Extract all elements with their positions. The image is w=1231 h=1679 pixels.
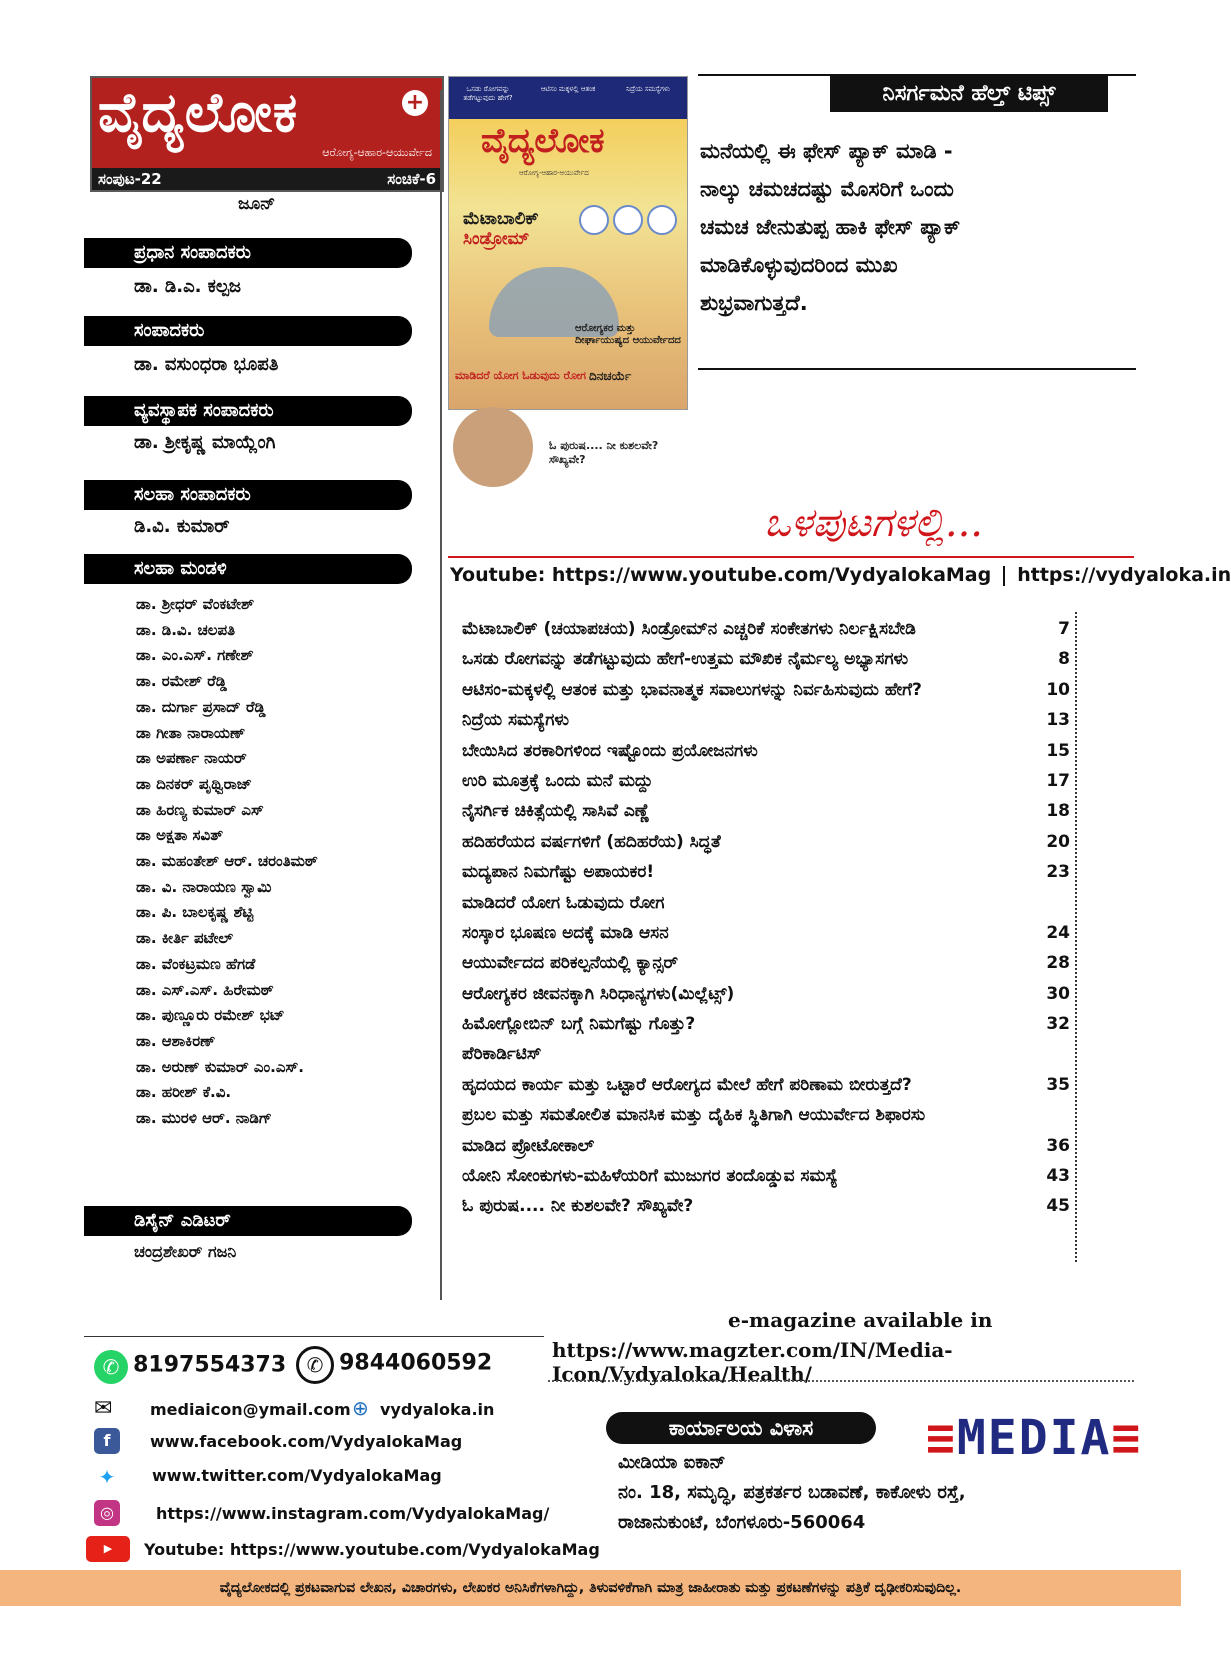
toc-title: ಪೆರಿಕಾರ್ಡಿಟಿಸ್ <box>462 1044 542 1065</box>
instagram-icon: ◎ <box>94 1500 120 1526</box>
board-member: ಡಾ. ದುರ್ಗಾ ಪ್ರಸಾದ್ ರೆಡ್ಡಿ <box>136 697 266 716</box>
cover-yoga-text: ಮಾಡಿದರೆ ಯೋಗ ಓಡುವುದು ರೋಗ <box>455 369 586 382</box>
toc-title: ಸಂಸ್ಕಾರ ಭೂಷಣ ಅದಕ್ಕೆ ಮಾಡಿ ಆಸನ <box>462 922 669 943</box>
advisory-board-header: ಸಲಹಾ ಮಂಡಳಿ <box>84 554 412 584</box>
cover-title: ವೈದ್ಯಲೋಕ <box>481 121 605 161</box>
toc-row[interactable] <box>462 979 1070 1009</box>
toc-row[interactable] <box>462 1039 1070 1069</box>
cover-ayurveda-text: ಆರೋಗ್ಯಕರ ಮತ್ತು ದೀರ್ಘಾಯುಷ್ಯದ ಆಯುರ್ವೇದದ <box>575 323 681 346</box>
board-member: ಡಾ. ಆಶಾಕಿರಣ್ <box>136 1031 216 1050</box>
toc-row[interactable] <box>462 827 1070 857</box>
cover-thumbnail[interactable] <box>448 76 688 466</box>
toc-page: 32 <box>1046 1014 1070 1035</box>
phone-number: 9844060592 <box>339 1350 493 1376</box>
volume-number: ಸಂಪುಟ-22 <box>98 170 162 188</box>
toc-row[interactable] <box>462 1131 1070 1161</box>
board-member: ಡಾ. ವಿ. ನಾರಾಯಣ ಸ್ವಾಮಿ <box>136 877 272 896</box>
toc-row[interactable] <box>462 736 1070 766</box>
toc-row[interactable] <box>462 766 1070 796</box>
toc-page: 30 <box>1046 983 1070 1004</box>
contact-top-rule <box>84 1336 544 1337</box>
toc-row[interactable] <box>462 644 1070 674</box>
facebook-icon: f <box>94 1428 120 1454</box>
toc-title: ಉರಿ ಮೂತ್ರಕ್ಕೆ ಒಂದು ಮನೆ ಮದ್ದು <box>462 770 653 791</box>
whatsapp-contact[interactable] <box>94 1350 286 1384</box>
board-member: ಡಾ ಅಕ್ಷತಾ ಸವಿತ್ <box>136 826 224 845</box>
advisory-editor-header: ಸಲಹಾ ಸಂಪಾದಕರು <box>84 480 412 510</box>
emagazine-link[interactable]: https://www.magzter.com/IN/Media-Icon/Vydyaloka/Health/ <box>552 1338 953 1386</box>
board-member: ಡಾ ಗೀತಾ ನಾರಾಯಣ್ <box>136 723 246 742</box>
circle-icon <box>579 205 609 235</box>
toc-title: ನಿದ್ರೆಯ ಸಮಸ್ಯೆಗಳು <box>462 710 570 731</box>
board-member: ಡಾ. ಅರುಣ್ ಕುಮಾರ್ ಎಂ.ಎಸ್. <box>136 1057 304 1076</box>
advisory-board-list <box>136 592 318 1132</box>
toc-page: 20 <box>1046 831 1070 852</box>
whatsapp-icon: ✆ <box>94 1350 128 1384</box>
circle-icon <box>647 205 677 235</box>
disclaimer-band: ವೈದ್ಯಲೋಕದಲ್ಲಿ ಪ್ರಕಟವಾಗುವ ಲೇಖನ, ವಿಚಾರಗಳು, ಲೇಖಕರ ಅನಿಸಿಕೆಗಳಾಗಿದ್ದು, ತಿಳುವಳಿಕೆಗಾಗಿ ಮಾತ್ರ ಜಾಹೀರಾತು ಮತ್ತು ಪ್ರಕಟಣೆಗಳನ್ನು ಪತ್ರಿಕೆ ದೃಢೀಕರಿಸುವುದಿಲ್ಲ. <box>0 1570 1181 1606</box>
tips-bottom-rule <box>698 368 1136 370</box>
toc-row[interactable] <box>462 796 1070 826</box>
toc-title: ಹಿಮೋಗ್ಲೋಬಿನ್ ಬಗ್ಗೆ ನಿಮಗೆಷ್ಟು ಗೊತ್ತು? <box>462 1014 696 1035</box>
toc-title: ಹೃದಯದ ಕಾರ್ಯ ಮತ್ತು ಒಟ್ಟಾರೆ ಆರೋಗ್ಯದ ಮೇಲೆ ಹೇಗೆ ಪರಿಣಾಮ ಬೀರುತ್ತದೆ? <box>462 1074 912 1095</box>
cover-headline-line1: ಮೆಟಾಬಾಲಿಕ್ <box>463 209 539 229</box>
toc-row[interactable] <box>462 614 1070 644</box>
contents-links <box>450 564 1231 586</box>
board-member: ಡಾ. ಶ್ರೀಧರ್ ವೆಂಕಟೇಶ್ <box>136 595 255 613</box>
cover-headline-line2: ಸಿಂಡ್ರೋಮ್ <box>463 229 530 249</box>
toc-title: ಮದ್ಯಪಾನ ನಿಮಗೆಷ್ಟು ಅಪಾಯಕರ! <box>462 862 655 883</box>
media-logo-text: MEDIA <box>956 1410 1112 1466</box>
board-member: ಡಾ. ಮುರಳಿ ಆರ್. ನಾಡಿಗ್ <box>136 1109 272 1128</box>
emagazine-divider <box>548 1380 1134 1382</box>
twitter-icon: ✦ <box>94 1464 120 1490</box>
board-member: ಡಾ. ಡಿ.ವಿ. ಚಲಪತಿ <box>136 620 236 639</box>
globe-icon: ⊕ <box>352 1396 369 1420</box>
logo-stripe-icon: ≡ <box>926 1410 957 1466</box>
facebook-link[interactable]: www.facebook.com/VydyalokaMag <box>150 1432 463 1451</box>
toc-page: 18 <box>1046 801 1070 822</box>
youtube-icon: ▶ <box>86 1536 130 1562</box>
logo-stripe-icon: ≡ <box>1111 1410 1143 1466</box>
office-address-line1: ನಂ. 18, ಸಮೃದ್ಧಿ, ಪತ್ರಕರ್ತರ ಬಡಾವಣೆ, ಕಾಕೋಳು ರಸ್ತೆ, <box>618 1482 966 1503</box>
board-member: ಡಾ. ಪಿ. ಬಾಲಕೃಷ್ಣ ಶೆಟ್ಟಿ <box>136 903 254 922</box>
chief-editors-header: ಪ್ರಧಾನ ಸಂಪಾದಕರು <box>84 238 412 268</box>
link-separator <box>1003 566 1005 586</box>
toc-title: ಮಾಡಿದ ಪ್ರೋಟೋಕಾಲ್ <box>462 1135 595 1156</box>
board-member: ಡಾ. ಕೀರ್ತಿ ಪಟೇಲ್ <box>136 929 233 948</box>
editor-name: ಡಾ. ವಸುಂಧರಾ ಭೂಪತಿ <box>134 354 279 375</box>
board-member: ಡಾ. ಎಂ.ಎಸ್. ಗಣೇಶ್ <box>136 646 254 665</box>
email-link[interactable]: mediaicon@ymail.com <box>150 1400 351 1419</box>
design-editor-header: ಡಿಸೈನ್ ಎಡಿಟರ್ <box>84 1206 412 1236</box>
toc-row[interactable] <box>462 705 1070 735</box>
whatsapp-number: 8197554373 <box>133 1352 287 1378</box>
tip-line: ಮನೆಯಲ್ಲಿ ಈ ಫೇಸ್ ಪ್ಯಾಕ್ ಮಾಡಿ - <box>700 139 953 163</box>
toc-page: 10 <box>1046 679 1070 700</box>
toc-title: ಆಟಿಸಂ-ಮಕ್ಕಳಲ್ಲಿ ಆತಂಕ ಮತ್ತು ಭಾವನಾತ್ಮಕ ಸವಾಲುಗಳನ್ನು ನಿರ್ವಹಿಸುವುದು ಹೇಗೆ? <box>462 679 922 700</box>
magazine-tagline: ಆರೋಗ್ಯ-ಆಹಾರ-ಆಯುರ್ವೇದ <box>322 146 432 159</box>
cover-top-item: ಒಸಡು ರೋಗವನ್ನು ತಡೆಗಟ್ಟುವುದು ಹೇಗೆ? <box>463 85 513 102</box>
toc-page: 15 <box>1046 740 1070 761</box>
managing-editors-header: ವ್ಯವಸ್ಥಾಪಕ ಸಂಪಾದಕರು <box>84 396 412 426</box>
toc-page: 8 <box>1058 649 1070 670</box>
mail-icon: ✉ <box>94 1396 113 1421</box>
board-member: ಡಾ. ವೆಂಕಟ್ರಮಣ ಹೆಗಡೆ <box>136 954 256 973</box>
managing-editor-name: ಡಾ. ಶ್ರೀಕೃಷ್ಣ ಮಾಯ್ಲೆಂಗಿ <box>134 432 276 453</box>
cover-top-item: ನಿದ್ರೆಯ ಸಮಸ್ಯೆಗಳು <box>626 85 670 93</box>
board-member: ಡಾ. ಎಸ್.ಎಸ್. ಹಿರೇಮಠ್ <box>136 980 274 999</box>
medical-cross-icon: + <box>402 90 428 116</box>
toc-page: 23 <box>1046 862 1070 883</box>
board-member: ಡಾ. ರಮೇಶ್ ರೆಡ್ಡಿ <box>136 672 227 691</box>
toc-row[interactable] <box>462 1009 1070 1039</box>
tip-line: ಮಾಡಿಕೊಳ್ಳುವುದರಿಂದ ಮುಖ <box>700 253 898 277</box>
toc-row[interactable] <box>462 1100 1070 1130</box>
board-member: ಡಾ. ಹರೀಶ್ ಕೆ.ವಿ. <box>136 1083 232 1102</box>
board-member: ಡಾ ಹಿರಣ್ಯ ಕುಮಾರ್ ಎಸ್ <box>136 800 264 819</box>
toc-title: ಮೆಟಾಬಾಲಿಕ್ (ಚಯಾಪಚಯ) ಸಿಂಡ್ರೋಮ್‌ನ ಎಚ್ಚರಿಕೆ ಸಂಕೇತಗಳು ನಿರ್ಲಕ್ಷಿಸಬೇಡಿ <box>462 619 916 639</box>
instagram-link[interactable]: https://www.instagram.com/VydyalokaMag/ <box>156 1504 550 1523</box>
toc-title: ಬೇಯಿಸಿದ ತರಕಾರಿಗಳಿಂದ ಇಷ್ಟೊಂದು ಪ್ರಯೋಜನಗಳು <box>462 740 758 761</box>
table-of-contents <box>462 614 1070 1222</box>
circle-icon <box>613 205 643 235</box>
advisory-editor-name: ಡಿ.ವಿ. ಕುಮಾರ್ <box>134 516 230 537</box>
volume-bar <box>92 168 442 190</box>
toc-page: 17 <box>1046 770 1070 791</box>
emagazine-label: e-magazine available in <box>728 1308 993 1332</box>
toc-page: 43 <box>1046 1166 1070 1187</box>
design-editor-name: ಚಂದ್ರಶೇಖರ್ ಗಜನಿ <box>134 1242 237 1261</box>
toc-title: ಹದಿಹರೆಯದ ವರ್ಷಗಳಿಗೆ (ಹದಿಹರೆಯ) ಸಿದ್ಧತೆ <box>462 831 721 852</box>
toc-title: ಓ ಪುರುಷ.... ನೀ ಕುಶಲವೇ? ಸೌಖ್ಯವೇ? <box>462 1196 694 1217</box>
toc-dotted-divider <box>1075 612 1077 1262</box>
toc-row[interactable] <box>462 918 1070 948</box>
health-tips-heading: ನಿಸರ್ಗಮನೆ ಹೆಲ್ತ್ ಟಿಪ್ಸ್ <box>830 76 1108 112</box>
toc-title: ಆಯುರ್ವೇದದ ಪರಿಕಲ್ಪನೆಯಲ್ಲಿ ಕ್ಯಾನ್ಸರ್ <box>462 953 679 974</box>
office-name: ಮೀಡಿಯಾ ಐಕಾನ್ <box>618 1452 726 1473</box>
toc-title: ನೈಸರ್ಗಿಕ ಚಿಕಿತ್ಸೆಯಲ್ಲಿ ಸಾಸಿವೆ ಎಣ್ಣೆ <box>462 801 650 822</box>
youtube-contact-link[interactable]: Youtube: https://www.youtube.com/VydyalokaMag <box>144 1540 600 1559</box>
phone-icon: ✆ <box>296 1346 334 1384</box>
contents-rule <box>448 556 1134 558</box>
youtube-link[interactable]: Youtube: https://www.youtube.com/VydyalokaMag <box>450 564 992 586</box>
board-member: ಡಾ. ಮಹಂತೇಶ್ ಆರ್. ಚರಂತಿಮಠ್ <box>136 852 318 871</box>
office-address-line2: ರಾಜಾನುಕುಂಟೆ, ಬೆಂಗಳೂರು-560064 <box>618 1512 866 1533</box>
toc-page: 45 <box>1046 1196 1070 1217</box>
toc-row[interactable] <box>462 948 1070 978</box>
masthead <box>90 76 444 192</box>
toc-page: 28 <box>1046 953 1070 974</box>
board-member: ಡಾ ಅಪರ್ಣಾ ನಾಯರ್ <box>136 749 247 768</box>
toc-title: ಮಾಡಿದರೆ ಯೋಗ ಓಡುವುದು ರೋಗ <box>462 892 665 913</box>
cover-headline <box>463 209 539 249</box>
chief-editor-name: ಡಾ. ಡಿ.ಎ. ಕಲ್ಪಜ <box>134 276 242 297</box>
tip-line: ನಾಲ್ಕು ಚಮಚದಷ್ಟು ಮೊಸರಿಗೆ ಒಂದು <box>700 177 954 201</box>
toc-page: 7 <box>1058 619 1070 639</box>
cover-icons <box>577 203 679 241</box>
editors-header: ಸಂಪಾದಕರು <box>84 316 412 346</box>
twitter-link[interactable]: www.twitter.com/VydyalokaMag <box>152 1466 442 1485</box>
tip-line: ಚಮಚ ಜೇನುತುಪ್ಪ ಹಾಕಿ ಫೇಸ್ ಪ್ಯಾಕ್ <box>700 215 961 239</box>
toc-page: 35 <box>1046 1074 1070 1095</box>
toc-page: 24 <box>1046 922 1070 943</box>
issue-month: ಜೂನ್ <box>238 194 276 214</box>
toc-row[interactable] <box>462 857 1070 887</box>
board-member: ಡಾ ದಿನಕರ್ ಪೃಥ್ವಿರಾಜ್ <box>136 774 252 793</box>
cover-tagline: ಆರೋಗ್ಯ-ಆಹಾರ-ಆಯುರ್ವೇದ <box>519 169 589 177</box>
website-contact-link[interactable]: vydyaloka.in <box>380 1400 495 1419</box>
toc-row[interactable] <box>462 888 1070 918</box>
column-divider <box>440 90 442 1300</box>
toc-title: ಯೋನಿ ಸೋಂಕುಗಳು-ಮಹಿಳೆಯರಿಗೆ ಮುಜುಗರ ತಂದೊಡ್ಡುವ ಸಮಸ್ಯೆ <box>462 1166 838 1187</box>
cover-top-bar <box>449 77 687 119</box>
man-figure-icon <box>453 407 533 487</box>
toc-title: ಆರೋಗ್ಯಕರ ಜೀವನಕ್ಕಾಗಿ ಸಿರಿಧಾನ್ಯಗಳು(ಮಿಲ್ಲೆಟ್ಸ್) <box>462 983 735 1004</box>
cover-top-item: ಆಟಿಸಂ ಮಕ್ಕಳಲ್ಲಿ ಆತಂಕ <box>540 85 596 93</box>
toc-page: 13 <box>1046 710 1070 731</box>
toc-title: ಪ್ರಬಲ ಮತ್ತು ಸಮತೋಲಿತ ಮಾನಸಿಕ ಮತ್ತು ದೈಹಿಕ ಸ್ಥಿತಿಗಾಗಿ ಆಯುರ್ವೇದ ಶಿಫಾರಸು <box>462 1105 926 1126</box>
cover-dina-text: ದಿನಚರ್ಯೆ <box>589 369 632 383</box>
board-member: ಡಾ. ಪುಣ್ಣೂರು ರಮೇಶ್ ಭಟ್ <box>136 1006 285 1025</box>
cover-male-text: ಓ ಪುರುಷ.... ನೀ ಕುಶಲವೇ? ಸೌಖ್ಯವೇ? <box>549 439 659 466</box>
media-logo <box>926 1410 1142 1466</box>
website-link[interactable]: https://vydyaloka.in <box>1017 564 1231 586</box>
office-address-header: ಕಾರ್ಯಾಲಯ ವಿಳಾಸ <box>606 1412 876 1444</box>
toc-row[interactable] <box>462 675 1070 705</box>
toc-page: 36 <box>1046 1135 1070 1156</box>
phone-contact[interactable] <box>296 1346 492 1384</box>
toc-row[interactable] <box>462 1070 1070 1100</box>
tip-line: ಶುಭ್ರವಾಗುತ್ತದೆ. <box>700 291 808 315</box>
issue-number: ಸಂಚಿಕೆ-6 <box>387 170 436 188</box>
magazine-title: ವೈದ್ಯಲೋಕ <box>98 80 299 144</box>
health-tips-text <box>700 132 1100 322</box>
toc-row[interactable] <box>462 1191 1070 1221</box>
toc-row[interactable] <box>462 1161 1070 1191</box>
toc-title: ಒಸಡು ರೋಗವನ್ನು ತಡೆಗಟ್ಟುವುದು ಹೇಗೆ-ಉತ್ತಮ ಮೌಖಿಕ ನೈರ್ಮಲ್ಯ ಅಭ್ಯಾಸಗಳು <box>462 649 909 670</box>
contents-heading: ಒಳಪುಟಗಳಲ್ಲಿ... <box>764 500 984 546</box>
